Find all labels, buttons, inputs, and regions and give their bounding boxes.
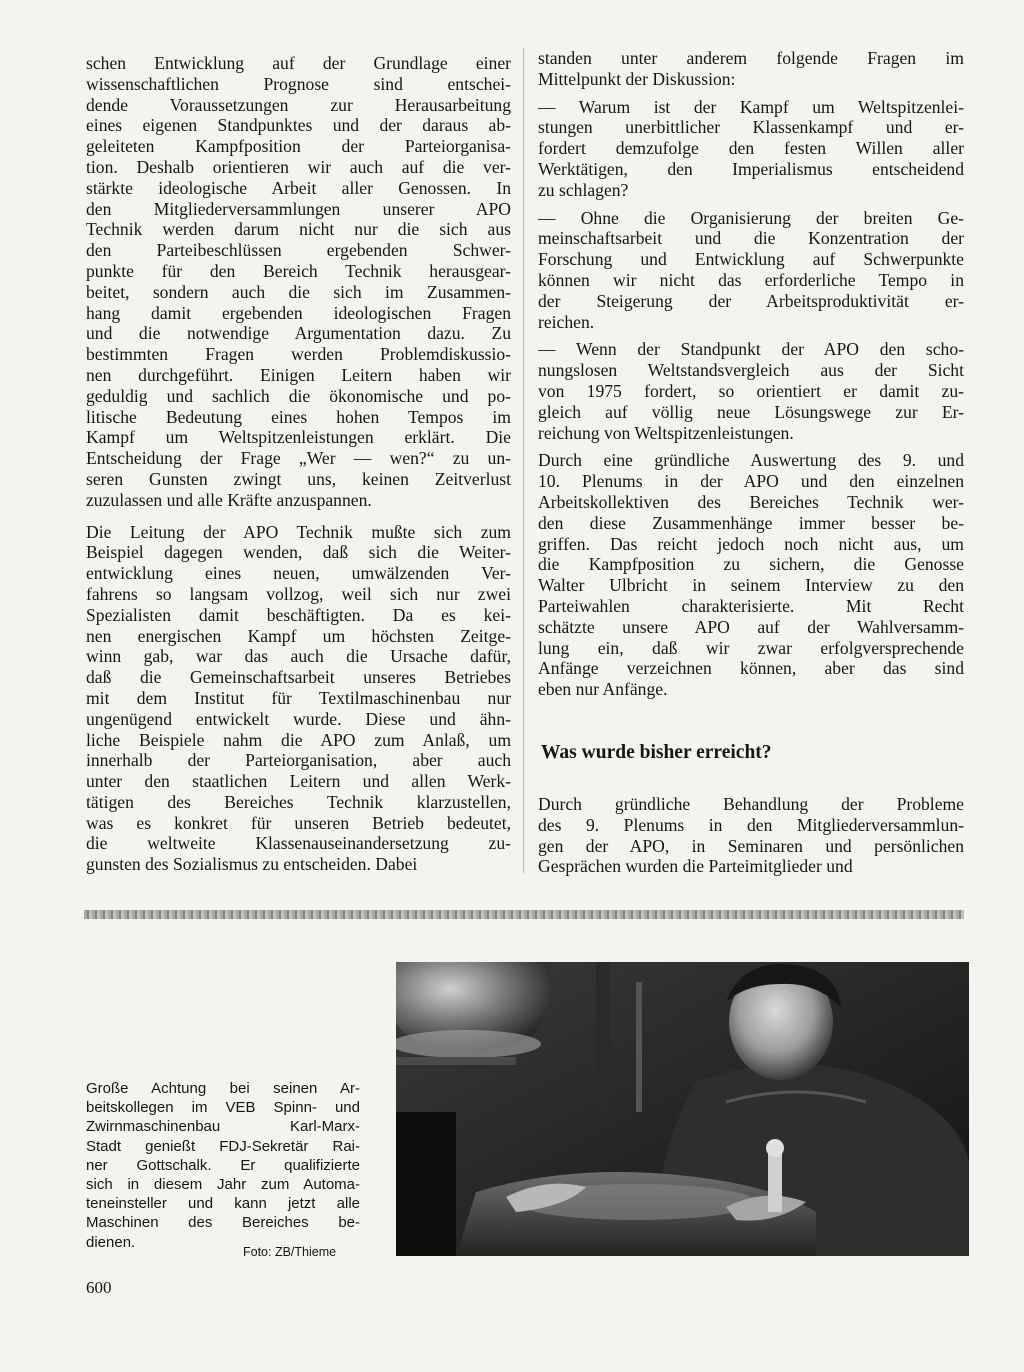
text-line: Entscheidung der Frage „Wer — wen?“ zu un-	[86, 448, 511, 469]
right-paragraph-2	[538, 450, 964, 700]
text-line: Große Achtung bei seinen Ar-	[86, 1080, 360, 1097]
text-line: reichung von Weltspitzenleistungen.	[538, 422, 794, 443]
text-line: Forschung und Entwicklung auf Schwerpunkte	[538, 249, 964, 270]
text-line: Zwirnmaschinenbau Karl-Marx-	[86, 1118, 360, 1136]
text-line: — Ohne die Organisierung der breiten Ge-	[538, 207, 964, 228]
text-line: litische Bedeutung eines hohen Tempos im	[86, 406, 511, 427]
text-line: Technik werden darum nicht nur die sich aus	[86, 219, 511, 240]
text-line: hang damit ergebenden ideologischen Fragen	[86, 302, 511, 323]
text-line: zuzulassen und alle Kräfte anzuspannen.	[86, 489, 372, 510]
text-line: teneinsteller und kann jetzt alle	[86, 1195, 360, 1213]
text-line: der Steigerung der Arbeitsproduktivität er-	[538, 290, 964, 311]
text-line: Durch gründliche Behandlung der Probleme	[538, 793, 964, 814]
text-line: Maschinen des Bereiches be-	[86, 1214, 360, 1232]
text-line: Arbeitskollektiven des Bereiches Technik wer-	[538, 491, 964, 512]
text-line: Durch eine gründliche Auswertung des 9. und	[538, 450, 964, 471]
text-line: bestimmten Fragen werden Problemdiskussio-	[86, 344, 511, 365]
text-line: von 1975 fordert, so orientiert er damit zu-	[538, 380, 964, 401]
text-line: tätigen des Bereiches Technik klarzustellen,	[86, 791, 511, 812]
text-line: mit dem Institut für Textilmaschinenbau nur	[86, 687, 511, 708]
question-1	[538, 97, 964, 201]
text-line: Gesprächen wurden die Parteimitglieder und	[538, 856, 853, 877]
text-line: Mittelpunkt der Diskussion:	[538, 68, 736, 89]
text-line: den Parteibeschlüssen ergebenden Schwer-	[86, 240, 511, 261]
page-number: 600	[86, 1278, 112, 1297]
text-line: beitskollegen im VEB Spinn- und	[86, 1099, 360, 1117]
question-2	[538, 208, 964, 333]
text-line: geleiteten Kampfposition der Parteiorganisa-	[86, 136, 511, 157]
text-line: 10. Plenums in der APO und den einzelnen	[538, 471, 964, 492]
text-line: stärkte ideologische Arbeit aller Genossen. In	[86, 177, 511, 198]
text-line: nen durchgeführt. Einigen Leitern haben wir	[86, 364, 511, 385]
text-line: Anfänge verzeichnen können, aber das sind	[538, 658, 964, 679]
text-line: wissenschaftlichen Prognose sind entschei-	[86, 73, 511, 94]
text-line: liche Beispiele nahm die APO zum Anlaß, um	[86, 729, 511, 750]
section-heading: Was wurde bisher erreicht?	[541, 742, 772, 763]
text-line: winn gab, war das auch die Ursache dafür,	[86, 646, 511, 667]
text-line: eines eigenen Standpunktes und der daraus ab-	[86, 115, 511, 136]
question-3	[538, 339, 964, 443]
text-line: Parteiwahlen charakterisierte. Mit Recht	[538, 595, 964, 616]
text-line: punkte für den Bereich Technik herausgear-	[86, 260, 511, 281]
text-line: Beispiel dagegen wenden, daß sich die Weiter-	[86, 542, 511, 563]
text-line: fahrens so langsam vollzog, weil sich nur zwei	[86, 583, 511, 604]
text-line: griffen. Das reicht jedoch noch nicht aus, um	[538, 533, 964, 554]
text-line: standen unter anderem folgende Fragen im	[538, 48, 964, 68]
text-line: den Mitgliederversammlungen unserer APO	[86, 198, 511, 219]
text-line: fordert demzufolge den festen Willen aller	[538, 138, 964, 159]
text-line: schen Entwicklung auf der Grundlage einer	[86, 53, 511, 73]
text-line: eben nur Anfänge.	[538, 679, 668, 700]
text-line: gunsten des Sozialismus zu entscheiden. Dabei	[86, 854, 418, 875]
text-line: seren Gunsten zwingt uns, keinen Zeitverlust	[86, 468, 511, 489]
text-line: können wir nicht das erforderliche Tempo in	[538, 269, 964, 290]
text-line: meinschaftsarbeit und die Konzentration der	[538, 228, 964, 249]
text-line: Walter Ulbricht in seinem Interview zu den	[538, 575, 964, 596]
text-line: und die notwendige Argumentation dazu. Zu	[86, 323, 511, 344]
text-line: die weltweite Klassenauseinandersetzung zu-	[86, 833, 511, 854]
text-line: tion. Deshalb orientieren wir auch auf die ver-	[86, 156, 511, 177]
text-line: — Warum ist der Kampf um Weltspitzenlei-	[538, 96, 964, 117]
text-line: Stadt genießt FDJ-Sekretär Rai-	[86, 1137, 360, 1155]
text-line: Kampf um Weltspitzenleistungen erklärt. Die	[86, 427, 511, 448]
right-paragraph-1	[538, 48, 964, 90]
text-line: ner Gottschalk. Er qualifizierte	[86, 1156, 360, 1174]
text-line: Werktätigen, den Imperialismus entscheidend	[538, 158, 964, 179]
text-line: des 9. Plenums in den Mitgliederversammlun-	[538, 814, 964, 835]
text-line: den diese Zusammenhänge immer besser be-	[538, 512, 964, 533]
left-paragraph-2	[86, 522, 511, 876]
text-line: was es konkret für unseren Betrieb bedeutet,	[86, 812, 511, 833]
text-line: schätzte unsere APO auf der Wahlversamm-	[538, 616, 964, 637]
text-line: stungen unerbittlicher Klassenkampf und er-	[538, 117, 964, 138]
text-line: Die Leitung der APO Technik mußte sich zum	[86, 521, 511, 542]
text-line: sich in diesem Jahr zum Automa-	[86, 1176, 360, 1194]
text-line: dende Voraussetzungen zur Herausarbeitung	[86, 94, 511, 115]
text-line: ungenügend entwickelt wurde. Diese und ähn-	[86, 708, 511, 729]
text-line: innerhalb der Parteiorganisation, aber auch	[86, 750, 511, 771]
right-paragraph-3	[538, 794, 964, 877]
halftone-rule	[84, 910, 964, 919]
text-line: beitet, sondern auch die sich im Zusammen-	[86, 281, 511, 302]
text-line: — Wenn der Standpunkt der APO den scho-	[538, 339, 964, 360]
text-line: reichen.	[538, 311, 595, 332]
machine-knob	[768, 1152, 782, 1212]
text-line: gleich auf völlig neue Lösungswege zur Er-	[538, 401, 964, 422]
text-line: nungslosen Weltstandsvergleich aus der Sicht	[538, 360, 964, 381]
text-line: unter den staatlichen Leitern und allen Werk-	[86, 771, 511, 792]
text-line: gen der APO, in Seminaren und persönlichen	[538, 835, 964, 856]
left-paragraph-1	[86, 53, 511, 511]
column-divider	[523, 48, 524, 873]
photo-credit: Foto: ZB/Thieme	[243, 1245, 337, 1259]
photo-caption	[86, 1079, 360, 1252]
text-line: entwicklung eines neuen, umwälzenden Ver-	[86, 563, 511, 584]
text-line: zu schlagen?	[538, 179, 629, 200]
left-column	[86, 53, 511, 875]
text-line: daß die Gemeinschaftsarbeit unseres Betriebes	[86, 667, 511, 688]
text-line: nen energischen Kampf um höchsten Zeitge-	[86, 625, 511, 646]
text-line: dienen.	[86, 1233, 136, 1251]
text-line: geduldig und sachlich die ökonomische und po-	[86, 385, 511, 406]
text-line: die Kampfposition zu sichern, die Genosse	[538, 554, 964, 575]
photo-worker-at-machine	[396, 962, 969, 1256]
text-line: lung ein, daß wir zwar erfolgversprechende	[538, 637, 964, 658]
text-line: Spezialisten damit beschäftigten. Da es kei-	[86, 604, 511, 625]
